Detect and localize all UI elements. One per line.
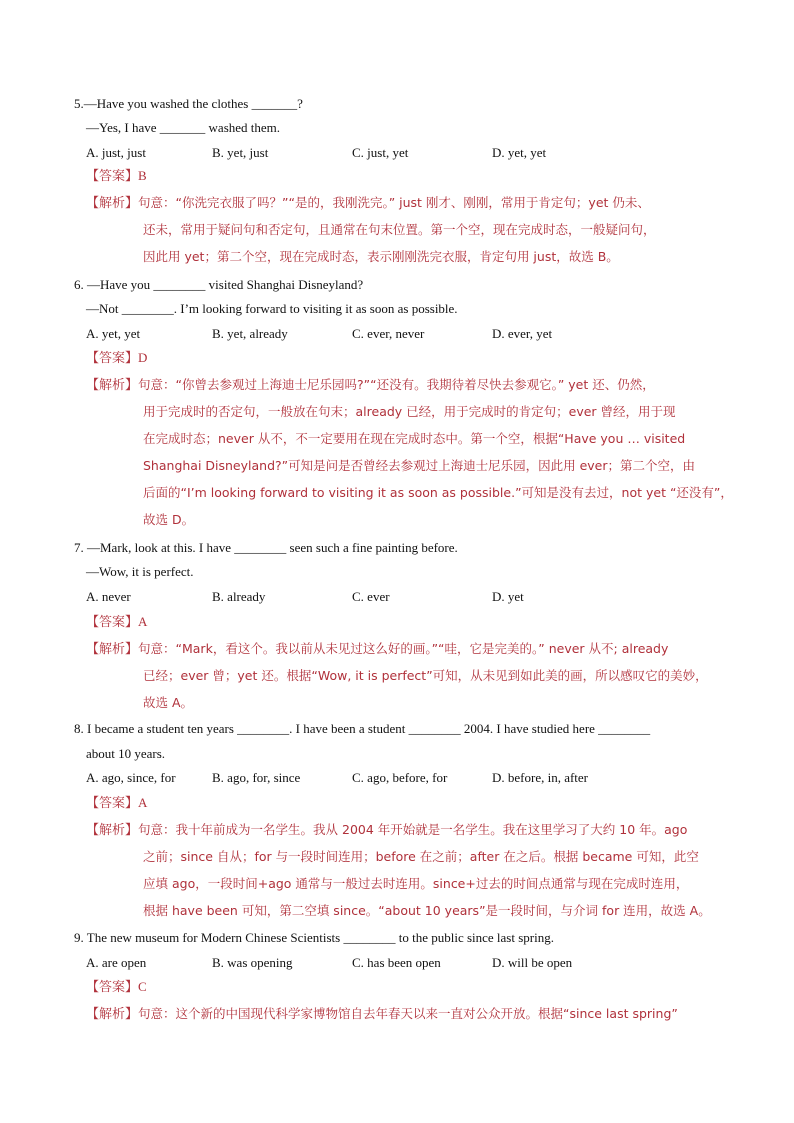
analysis-line: 应填 ago，一段时间+ago 通常与一般过去时连用。since+过去的时间点通常与现在完成时连用， xyxy=(143,876,689,891)
analysis-line: 之前；since 自从；for 与一段时间连用；before 在之前；after 在之后。根据 became 可知，此空 xyxy=(143,849,699,864)
analysis-tag: 【解析】 xyxy=(86,1007,139,1022)
question-9-analysis xyxy=(86,1000,678,1028)
answer-value: C xyxy=(138,979,147,994)
analysis-tag: 【解析】 xyxy=(86,642,139,657)
analysis-line: 在完成时态；never 从不，不一定要用在现在完成时态中。第一个空，根据“Have you … visited xyxy=(143,431,686,446)
question-9-option-a: A. are open xyxy=(86,955,147,970)
question-5-option-d: D. yet, yet xyxy=(492,145,547,160)
answer-tag: 【答案】 xyxy=(86,615,139,630)
answer-value: B xyxy=(138,168,147,183)
question-8-option-d: D. before, in, after xyxy=(492,770,589,785)
answer-value: A xyxy=(138,614,148,629)
analysis-line: 还未，常用于疑问句和否定句，且通常在句末位置。第一个空，现在完成时态，一般疑问句， xyxy=(143,222,656,237)
question-8-option-c: C. ago, before, for xyxy=(352,770,448,785)
analysis-tag: 【解析】 xyxy=(86,196,139,211)
question-6-option-a: A. yet, yet xyxy=(86,326,141,341)
question-5-option-c: C. just, yet xyxy=(352,145,409,160)
question-5-option-a: A. just, just xyxy=(86,145,146,160)
analysis-line: 故选 D。 xyxy=(143,512,195,527)
answer-value: D xyxy=(138,350,148,365)
answer-tag: 【答案】 xyxy=(86,169,139,184)
question-8-stem-2: about 10 years. xyxy=(86,746,166,761)
analysis-line: 句意：“Mark，看这个。我以前从未见过这么好的画。”“哇，它是完美的。” never 从不; already xyxy=(138,641,669,656)
analysis-line: 用于完成时的否定句，一般放在句末；already 已经，用于完成时的肯定句；ever 曾经，用于现 xyxy=(143,404,676,419)
question-8-option-a: A. ago, since, for xyxy=(86,770,176,785)
question-7-option-c: C. ever xyxy=(352,589,390,604)
analysis-tag: 【解析】 xyxy=(86,823,139,838)
analysis-line: 句意：这个新的中国现代科学家博物馆自去年春天以来一直对公众开放。根据“since last spring” xyxy=(138,1006,678,1021)
analysis-line: Shanghai Disneyland?”可知是问是否曾经去参观过上海迪士尼乐园，因此用 ever；第二个空，由 xyxy=(143,458,696,473)
question-7-stem-2: —Wow, it is perfect. xyxy=(86,564,194,579)
analysis-line: 已经；ever 曾；yet 还。根据“Wow, it is perfect”可知，从未见到如此美的画，所以感叹它的美妙， xyxy=(143,668,708,683)
question-9-option-d: D. will be open xyxy=(492,955,573,970)
answer-tag: 【答案】 xyxy=(86,980,139,995)
question-5-answer xyxy=(86,168,147,185)
analysis-line: 句意：“你曾去参观过上海迪士尼乐园吗?”“还没有。我期待着尽快去参观它。” yet 还、仍然， xyxy=(138,377,655,392)
analysis-line: 句意：我十年前成为一名学生。我从 2004 年开始就是一名学生。我在这里学习了大约 10 年。ago xyxy=(138,822,688,837)
question-7-answer xyxy=(86,614,147,631)
question-5-option-b: B. yet, just xyxy=(212,145,269,160)
analysis-line: 句意：“你洗完衣服了吗？”“是的，我刚洗完。” just 刚才、刚刚，常用于肯定句；yet 仍未、 xyxy=(138,195,650,210)
question-5-stem-2: —Yes, I have _______ washed them. xyxy=(86,120,281,135)
answer-value: A xyxy=(138,795,148,810)
question-6-stem-1: 6. —Have you ________ visited Shanghai Disneyland? xyxy=(74,277,364,292)
question-5-stem-1: 5.—Have you washed the clothes _______? xyxy=(74,96,303,111)
question-6-option-c: C. ever, never xyxy=(352,326,425,341)
question-7-analysis xyxy=(86,635,708,710)
question-6-option-b: B. yet, already xyxy=(212,326,288,341)
question-6-analysis xyxy=(86,371,733,527)
question-8-option-b: B. ago, for, since xyxy=(212,770,301,785)
question-9-option-b: B. was opening xyxy=(212,955,293,970)
question-8-stem-1: 8. I became a student ten years ________. I have been a student ________ 2004. I have studied here ________ xyxy=(74,721,651,736)
question-8-answer xyxy=(86,795,147,812)
question-7-option-b: B. already xyxy=(212,589,266,604)
analysis-line: 因此用 yet；第二个空，现在完成时态，表示刚刚洗完衣服，肯定句用 just，故选 B。 xyxy=(143,249,619,264)
analysis-line: 根据 have been 可知，第二空填 since。“about 10 years”是一段时间，与介词 for 连用，故选 A。 xyxy=(143,903,711,918)
question-5-analysis xyxy=(86,189,656,264)
question-9-answer xyxy=(86,979,147,996)
answer-tag: 【答案】 xyxy=(86,351,139,366)
question-8-analysis xyxy=(86,816,711,918)
analysis-line: 故选 A。 xyxy=(143,695,194,710)
question-6-stem-2: —Not ________. I’m looking forward to visiting it as soon as possible. xyxy=(86,301,458,316)
analysis-tag: 【解析】 xyxy=(86,378,139,393)
question-9-stem-1: 9. The new museum for Modern Chinese Scientists ________ to the public since last spring. xyxy=(74,930,554,945)
question-9-option-c: C. has been open xyxy=(352,955,441,970)
question-7-option-a: A. never xyxy=(86,589,131,604)
question-7-stem-1: 7. —Mark, look at this. I have ________ seen such a fine painting before. xyxy=(74,540,458,555)
question-6-answer xyxy=(86,350,147,367)
question-7-option-d: D. yet xyxy=(492,589,524,604)
answer-tag: 【答案】 xyxy=(86,796,139,811)
question-6-option-d: D. ever, yet xyxy=(492,326,553,341)
analysis-line: 后面的“I’m looking forward to visiting it as soon as possible.”可知是没有去过，not yet “还没有”， xyxy=(143,485,733,500)
